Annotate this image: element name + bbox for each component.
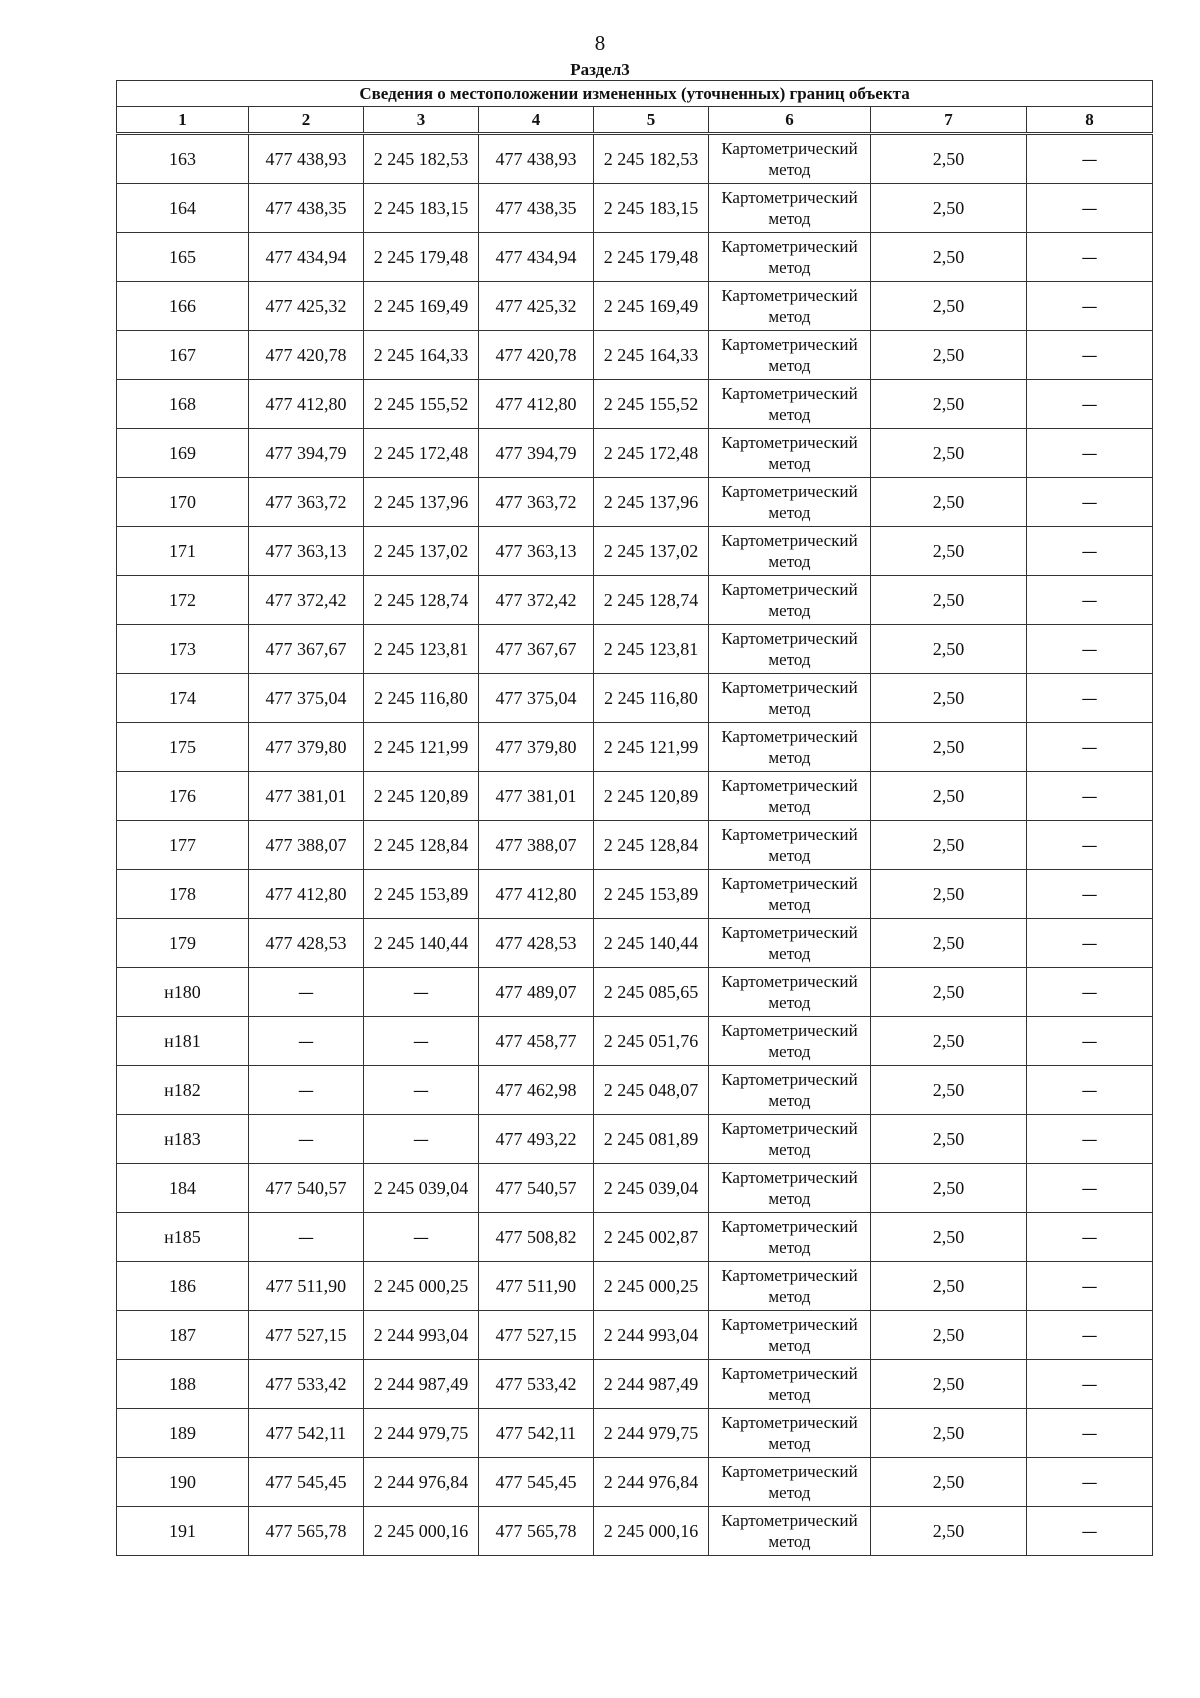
- column-number: 1: [117, 107, 249, 134]
- cell-old-y: 2 245 128,74: [364, 576, 479, 625]
- cell-description: —: [1027, 1164, 1153, 1213]
- cell-description: —: [1027, 1507, 1153, 1556]
- cell-old-y: 2 245 137,02: [364, 527, 479, 576]
- cell-accuracy: 2,50: [871, 1458, 1027, 1507]
- cell-accuracy: 2,50: [871, 870, 1027, 919]
- cell-point-number: н183: [117, 1115, 249, 1164]
- cell-old-y: 2 245 179,48: [364, 233, 479, 282]
- column-number: 8: [1027, 107, 1153, 134]
- cell-old-x: —: [249, 1017, 364, 1066]
- table-row: [117, 1066, 1153, 1115]
- cell-point-number: н182: [117, 1066, 249, 1115]
- cell-new-y: 2 245 000,25: [594, 1262, 709, 1311]
- cell-new-y: 2 244 979,75: [594, 1409, 709, 1458]
- cell-new-x: 477 394,79: [479, 429, 594, 478]
- table-row: [117, 821, 1153, 870]
- cell-old-x: —: [249, 1115, 364, 1164]
- cell-new-y: 2 245 128,84: [594, 821, 709, 870]
- cell-new-y: 2 245 081,89: [594, 1115, 709, 1164]
- cell-old-y: 2 245 153,89: [364, 870, 479, 919]
- cell-old-y: —: [364, 1066, 479, 1115]
- cell-description: —: [1027, 478, 1153, 527]
- cell-old-x: 477 375,04: [249, 674, 364, 723]
- cell-accuracy: 2,50: [871, 184, 1027, 233]
- cell-new-y: 2 244 993,04: [594, 1311, 709, 1360]
- cell-old-y: 2 245 183,15: [364, 184, 479, 233]
- cell-new-x: 477 540,57: [479, 1164, 594, 1213]
- cell-determination-method: Картометрический метод: [709, 1507, 871, 1556]
- cell-old-x: 477 388,07: [249, 821, 364, 870]
- cell-description: —: [1027, 723, 1153, 772]
- table-body: [117, 134, 1153, 1556]
- table-row: [117, 429, 1153, 478]
- cell-old-y: 2 245 120,89: [364, 772, 479, 821]
- cell-point-number: 174: [117, 674, 249, 723]
- cell-accuracy: 2,50: [871, 576, 1027, 625]
- cell-accuracy: 2,50: [871, 1164, 1027, 1213]
- table-row: [117, 1311, 1153, 1360]
- column-number-row: [117, 107, 1153, 134]
- cell-new-y: 2 245 120,89: [594, 772, 709, 821]
- cell-determination-method: Картометрический метод: [709, 331, 871, 380]
- cell-description: —: [1027, 772, 1153, 821]
- cell-new-y: 2 244 976,84: [594, 1458, 709, 1507]
- cell-old-x: 477 379,80: [249, 723, 364, 772]
- cell-accuracy: 2,50: [871, 331, 1027, 380]
- cell-accuracy: 2,50: [871, 429, 1027, 478]
- cell-new-x: 477 428,53: [479, 919, 594, 968]
- cell-new-x: 477 372,42: [479, 576, 594, 625]
- cell-new-x: 477 388,07: [479, 821, 594, 870]
- table-row: [117, 1213, 1153, 1262]
- cell-old-x: 477 565,78: [249, 1507, 364, 1556]
- cell-old-x: —: [249, 968, 364, 1017]
- cell-old-y: 2 245 000,25: [364, 1262, 479, 1311]
- cell-point-number: 184: [117, 1164, 249, 1213]
- cell-description: —: [1027, 527, 1153, 576]
- cell-point-number: 165: [117, 233, 249, 282]
- cell-new-x: 477 458,77: [479, 1017, 594, 1066]
- cell-description: —: [1027, 1262, 1153, 1311]
- cell-description: —: [1027, 1066, 1153, 1115]
- cell-new-y: 2 245 172,48: [594, 429, 709, 478]
- cell-old-y: 2 245 123,81: [364, 625, 479, 674]
- cell-accuracy: 2,50: [871, 772, 1027, 821]
- cell-new-x: 477 420,78: [479, 331, 594, 380]
- cell-description: —: [1027, 1213, 1153, 1262]
- table-row: [117, 527, 1153, 576]
- cell-point-number: 171: [117, 527, 249, 576]
- cell-description: —: [1027, 1409, 1153, 1458]
- cell-old-y: 2 245 137,96: [364, 478, 479, 527]
- cell-old-x: 477 367,67: [249, 625, 364, 674]
- table-row: [117, 1409, 1153, 1458]
- cell-new-y: 2 245 128,74: [594, 576, 709, 625]
- cell-old-x: 477 540,57: [249, 1164, 364, 1213]
- cell-accuracy: 2,50: [871, 1017, 1027, 1066]
- column-number: 4: [479, 107, 594, 134]
- cell-determination-method: Картометрический метод: [709, 1164, 871, 1213]
- cell-accuracy: 2,50: [871, 723, 1027, 772]
- cell-determination-method: Картометрический метод: [709, 282, 871, 331]
- table-row: [117, 1115, 1153, 1164]
- cell-determination-method: Картометрический метод: [709, 478, 871, 527]
- cell-new-x: 477 438,35: [479, 184, 594, 233]
- cell-determination-method: Картометрический метод: [709, 134, 871, 184]
- cell-new-x: 477 363,13: [479, 527, 594, 576]
- cell-new-y: 2 245 169,49: [594, 282, 709, 331]
- cell-point-number: 190: [117, 1458, 249, 1507]
- cell-determination-method: Картометрический метод: [709, 1409, 871, 1458]
- cell-accuracy: 2,50: [871, 968, 1027, 1017]
- cell-old-x: 477 363,72: [249, 478, 364, 527]
- cell-new-x: 477 489,07: [479, 968, 594, 1017]
- table-row: [117, 380, 1153, 429]
- cell-description: —: [1027, 1311, 1153, 1360]
- cell-new-x: 477 425,32: [479, 282, 594, 331]
- cell-old-x: 477 372,42: [249, 576, 364, 625]
- cell-old-x: 477 363,13: [249, 527, 364, 576]
- cell-old-y: 2 245 128,84: [364, 821, 479, 870]
- cell-new-y: 2 244 987,49: [594, 1360, 709, 1409]
- table-row: [117, 723, 1153, 772]
- column-number: 5: [594, 107, 709, 134]
- cell-new-x: 477 412,80: [479, 380, 594, 429]
- cell-description: —: [1027, 282, 1153, 331]
- cell-old-y: 2 245 121,99: [364, 723, 479, 772]
- boundary-coordinates-table: [116, 80, 1153, 1556]
- cell-new-y: 2 245 039,04: [594, 1164, 709, 1213]
- cell-old-x: 477 545,45: [249, 1458, 364, 1507]
- cell-point-number: 186: [117, 1262, 249, 1311]
- cell-accuracy: 2,50: [871, 1311, 1027, 1360]
- cell-old-x: 477 438,35: [249, 184, 364, 233]
- table-row: [117, 1017, 1153, 1066]
- cell-old-x: —: [249, 1213, 364, 1262]
- cell-new-x: 477 511,90: [479, 1262, 594, 1311]
- table-row: [117, 919, 1153, 968]
- cell-old-y: 2 244 979,75: [364, 1409, 479, 1458]
- cell-old-y: 2 244 993,04: [364, 1311, 479, 1360]
- cell-new-y: 2 245 140,44: [594, 919, 709, 968]
- cell-determination-method: Картометрический метод: [709, 184, 871, 233]
- cell-accuracy: 2,50: [871, 625, 1027, 674]
- cell-determination-method: Картометрический метод: [709, 1017, 871, 1066]
- cell-old-y: 2 245 169,49: [364, 282, 479, 331]
- cell-old-x: 477 425,32: [249, 282, 364, 331]
- cell-determination-method: Картометрический метод: [709, 1115, 871, 1164]
- cell-accuracy: 2,50: [871, 380, 1027, 429]
- cell-accuracy: 2,50: [871, 1360, 1027, 1409]
- cell-description: —: [1027, 919, 1153, 968]
- cell-point-number: 175: [117, 723, 249, 772]
- cell-determination-method: Картометрический метод: [709, 919, 871, 968]
- cell-accuracy: 2,50: [871, 1409, 1027, 1458]
- cell-old-y: 2 245 164,33: [364, 331, 479, 380]
- cell-new-x: 477 438,93: [479, 134, 594, 184]
- cell-new-x: 477 545,45: [479, 1458, 594, 1507]
- cell-point-number: 169: [117, 429, 249, 478]
- table-row: [117, 1458, 1153, 1507]
- cell-description: —: [1027, 870, 1153, 919]
- cell-point-number: 172: [117, 576, 249, 625]
- cell-old-x: 477 412,80: [249, 380, 364, 429]
- column-number: 2: [249, 107, 364, 134]
- cell-new-x: 477 375,04: [479, 674, 594, 723]
- cell-determination-method: Картометрический метод: [709, 380, 871, 429]
- cell-determination-method: Картометрический метод: [709, 576, 871, 625]
- cell-determination-method: Картометрический метод: [709, 429, 871, 478]
- cell-new-x: 477 363,72: [479, 478, 594, 527]
- cell-point-number: 191: [117, 1507, 249, 1556]
- cell-point-number: 188: [117, 1360, 249, 1409]
- cell-new-y: 2 245 183,15: [594, 184, 709, 233]
- cell-new-y: 2 245 051,76: [594, 1017, 709, 1066]
- cell-old-x: —: [249, 1066, 364, 1115]
- table-row: [117, 1262, 1153, 1311]
- cell-determination-method: Картометрический метод: [709, 1311, 871, 1360]
- cell-determination-method: Картометрический метод: [709, 625, 871, 674]
- cell-accuracy: 2,50: [871, 1262, 1027, 1311]
- cell-accuracy: 2,50: [871, 821, 1027, 870]
- column-number: 3: [364, 107, 479, 134]
- cell-point-number: 178: [117, 870, 249, 919]
- table-row: [117, 134, 1153, 184]
- cell-new-x: 477 434,94: [479, 233, 594, 282]
- cell-determination-method: Картометрический метод: [709, 870, 871, 919]
- cell-new-y: 2 245 137,02: [594, 527, 709, 576]
- cell-description: —: [1027, 134, 1153, 184]
- cell-point-number: 173: [117, 625, 249, 674]
- cell-point-number: 168: [117, 380, 249, 429]
- page-number: 8: [594, 31, 606, 55]
- cell-new-y: 2 245 048,07: [594, 1066, 709, 1115]
- cell-accuracy: 2,50: [871, 1507, 1027, 1556]
- cell-determination-method: Картометрический метод: [709, 968, 871, 1017]
- cell-point-number: н180: [117, 968, 249, 1017]
- cell-new-y: 2 245 155,52: [594, 380, 709, 429]
- table-row: [117, 625, 1153, 674]
- table-row: [117, 968, 1153, 1017]
- cell-old-x: 477 381,01: [249, 772, 364, 821]
- table-row: [117, 184, 1153, 233]
- cell-accuracy: 2,50: [871, 1066, 1027, 1115]
- table-row: [117, 576, 1153, 625]
- cell-old-y: 2 245 000,16: [364, 1507, 479, 1556]
- cell-old-y: —: [364, 1115, 479, 1164]
- cell-new-y: 2 245 182,53: [594, 134, 709, 184]
- cell-old-y: —: [364, 968, 479, 1017]
- cell-accuracy: 2,50: [871, 1115, 1027, 1164]
- cell-description: —: [1027, 184, 1153, 233]
- cell-old-y: 2 245 155,52: [364, 380, 479, 429]
- cell-old-x: 477 542,11: [249, 1409, 364, 1458]
- cell-point-number: 179: [117, 919, 249, 968]
- cell-new-y: 2 245 123,81: [594, 625, 709, 674]
- table-row: [117, 233, 1153, 282]
- cell-description: —: [1027, 331, 1153, 380]
- cell-old-y: 2 245 039,04: [364, 1164, 479, 1213]
- cell-new-x: 477 508,82: [479, 1213, 594, 1262]
- cell-determination-method: Картометрический метод: [709, 233, 871, 282]
- cell-old-y: 2 245 172,48: [364, 429, 479, 478]
- cell-point-number: 177: [117, 821, 249, 870]
- cell-new-x: 477 381,01: [479, 772, 594, 821]
- cell-determination-method: Картометрический метод: [709, 1360, 871, 1409]
- cell-point-number: 163: [117, 134, 249, 184]
- table-row: [117, 331, 1153, 380]
- cell-determination-method: Картометрический метод: [709, 1213, 871, 1262]
- cell-new-x: 477 367,67: [479, 625, 594, 674]
- cell-old-y: 2 245 116,80: [364, 674, 479, 723]
- cell-old-x: 477 412,80: [249, 870, 364, 919]
- section-title: Раздел3: [570, 60, 630, 79]
- cell-description: —: [1027, 576, 1153, 625]
- cell-accuracy: 2,50: [871, 282, 1027, 331]
- cell-determination-method: Картометрический метод: [709, 1458, 871, 1507]
- cell-point-number: 166: [117, 282, 249, 331]
- cell-old-x: 477 438,93: [249, 134, 364, 184]
- cell-new-y: 2 245 179,48: [594, 233, 709, 282]
- cell-old-y: 2 244 976,84: [364, 1458, 479, 1507]
- cell-description: —: [1027, 233, 1153, 282]
- cell-new-x: 477 542,11: [479, 1409, 594, 1458]
- cell-description: —: [1027, 1017, 1153, 1066]
- cell-new-y: 2 245 000,16: [594, 1507, 709, 1556]
- cell-new-x: 477 527,15: [479, 1311, 594, 1360]
- cell-accuracy: 2,50: [871, 674, 1027, 723]
- cell-accuracy: 2,50: [871, 478, 1027, 527]
- cell-point-number: 167: [117, 331, 249, 380]
- cell-description: —: [1027, 1458, 1153, 1507]
- cell-old-x: 477 527,15: [249, 1311, 364, 1360]
- cell-determination-method: Картометрический метод: [709, 527, 871, 576]
- cell-description: —: [1027, 1360, 1153, 1409]
- table-row: [117, 870, 1153, 919]
- cell-point-number: 189: [117, 1409, 249, 1458]
- cell-determination-method: Картометрический метод: [709, 1066, 871, 1115]
- cell-new-x: 477 462,98: [479, 1066, 594, 1115]
- cell-description: —: [1027, 625, 1153, 674]
- cell-description: —: [1027, 429, 1153, 478]
- cell-description: —: [1027, 380, 1153, 429]
- cell-new-x: 477 412,80: [479, 870, 594, 919]
- cell-accuracy: 2,50: [871, 919, 1027, 968]
- cell-old-x: 477 533,42: [249, 1360, 364, 1409]
- cell-accuracy: 2,50: [871, 134, 1027, 184]
- table-row: [117, 1360, 1153, 1409]
- cell-determination-method: Картометрический метод: [709, 821, 871, 870]
- table-row: [117, 282, 1153, 331]
- column-number: 6: [709, 107, 871, 134]
- cell-old-x: 477 511,90: [249, 1262, 364, 1311]
- cell-new-y: 2 245 116,80: [594, 674, 709, 723]
- cell-new-y: 2 245 164,33: [594, 331, 709, 380]
- cell-determination-method: Картометрический метод: [709, 723, 871, 772]
- table-row: [117, 1507, 1153, 1556]
- cell-description: —: [1027, 674, 1153, 723]
- cell-point-number: 187: [117, 1311, 249, 1360]
- cell-description: —: [1027, 1115, 1153, 1164]
- cell-accuracy: 2,50: [871, 233, 1027, 282]
- cell-new-y: 2 245 137,96: [594, 478, 709, 527]
- cell-new-x: 477 379,80: [479, 723, 594, 772]
- cell-old-x: 477 428,53: [249, 919, 364, 968]
- cell-old-y: —: [364, 1213, 479, 1262]
- cell-point-number: 164: [117, 184, 249, 233]
- cell-new-y: 2 245 121,99: [594, 723, 709, 772]
- cell-accuracy: 2,50: [871, 1213, 1027, 1262]
- cell-new-y: 2 245 085,65: [594, 968, 709, 1017]
- table-row: [117, 1164, 1153, 1213]
- cell-old-y: 2 244 987,49: [364, 1360, 479, 1409]
- cell-old-y: 2 245 182,53: [364, 134, 479, 184]
- cell-new-y: 2 245 153,89: [594, 870, 709, 919]
- column-number: 7: [871, 107, 1027, 134]
- cell-point-number: н185: [117, 1213, 249, 1262]
- cell-point-number: н181: [117, 1017, 249, 1066]
- cell-determination-method: Картометрический метод: [709, 674, 871, 723]
- cell-new-y: 2 245 002,87: [594, 1213, 709, 1262]
- table-row: [117, 478, 1153, 527]
- cell-new-x: 477 533,42: [479, 1360, 594, 1409]
- cell-old-x: 477 434,94: [249, 233, 364, 282]
- cell-accuracy: 2,50: [871, 527, 1027, 576]
- cell-determination-method: Картометрический метод: [709, 1262, 871, 1311]
- cell-description: —: [1027, 821, 1153, 870]
- cell-old-x: 477 420,78: [249, 331, 364, 380]
- table-caption: Сведения о местоположении измененных (уточненных) границ объекта: [117, 81, 1153, 107]
- cell-description: —: [1027, 968, 1153, 1017]
- cell-old-x: 477 394,79: [249, 429, 364, 478]
- table-row: [117, 772, 1153, 821]
- cell-new-x: 477 565,78: [479, 1507, 594, 1556]
- cell-old-y: —: [364, 1017, 479, 1066]
- cell-point-number: 170: [117, 478, 249, 527]
- table-row: [117, 674, 1153, 723]
- cell-old-y: 2 245 140,44: [364, 919, 479, 968]
- cell-determination-method: Картометрический метод: [709, 772, 871, 821]
- cell-new-x: 477 493,22: [479, 1115, 594, 1164]
- cell-point-number: 176: [117, 772, 249, 821]
